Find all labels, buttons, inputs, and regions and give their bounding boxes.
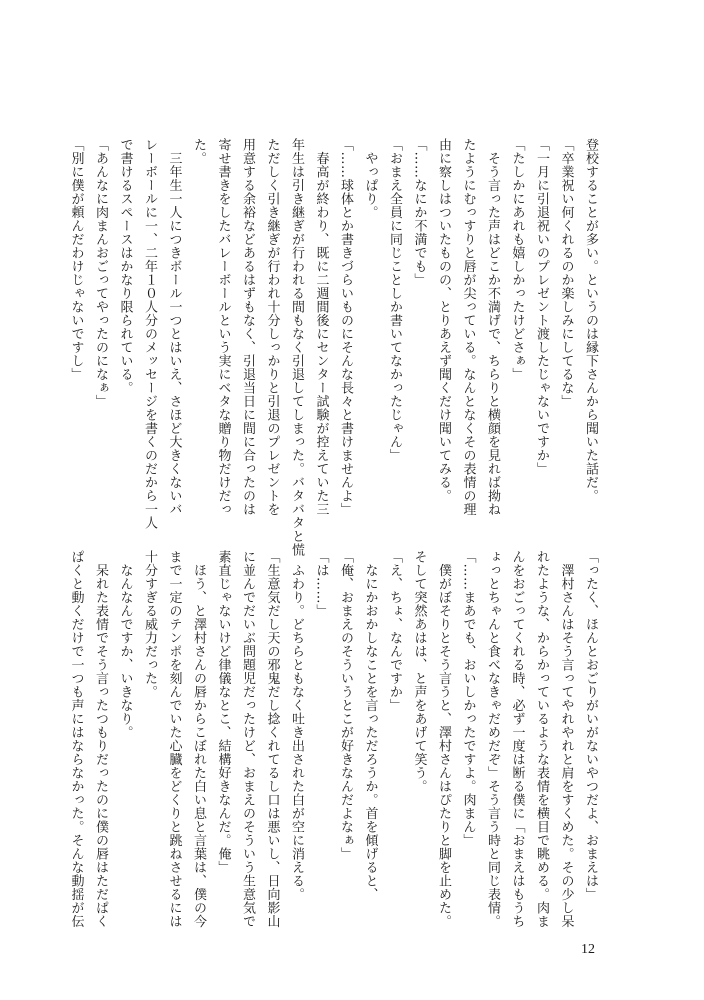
text-line: 「……球体とか書きづらいものにそんな長々と書けませんよ」 <box>338 138 353 516</box>
text-line: 「たしかにあれも嬉しかったけどさぁ」 <box>509 138 525 381</box>
text-line: そして突然あはは、と声をあげて笑う。 <box>411 550 427 793</box>
text-line: たようにむっすりと唇が尖っている。なんとなくその表情の理 <box>460 138 476 516</box>
text-line: なにかおかしなことを言っただろうか。首を傾げると、 <box>362 550 378 901</box>
text-line: ょっとちゃんと食べなきゃだめだぞ」そう言う時と同じ表情。 <box>485 550 500 928</box>
text-line: 用意する余裕などあるはずもなく、引退当日に間に合ったのは <box>240 138 255 516</box>
text-line: 「……まあでも、おいしかったですよ。肉まん」 <box>460 550 476 847</box>
text-line: ふわり。どちらともなく吐き出された白が空に消える。 <box>289 550 304 901</box>
text-line: 由に察しはついたものの、とりあえず聞くだけ聞いてみる。 <box>436 138 451 503</box>
text-line: 「生意気だし天の邪鬼だし捻くれてるし口は悪いし、日向影山 <box>264 550 280 928</box>
text-line: 寄せ書きをしたバレーボールという実にベタな贈り物だけだっ <box>215 138 231 516</box>
text-line: ただしく引き継ぎが行われ十分しっかりと引退のプレゼントを <box>264 138 280 516</box>
text-line: そう言った声はどこか不満げで、ちらりと横顔を見れば拗ね <box>485 138 500 516</box>
text-line: 「別に僕が頼んだわけじゃないですし」 <box>68 138 84 381</box>
text-line: 「あんなに肉まんおごってやったのになぁ」 <box>93 138 108 408</box>
text-line: 「え、ちょ、なんですか」 <box>387 550 402 712</box>
text-line: 「は……」 <box>313 550 329 618</box>
text-line: 「おまえ全員に同じことしか書いてなかったじゃん」 <box>387 138 402 462</box>
text-line: ほう、と澤村さんの唇からこぼれた白い息と言葉は、僕の今 <box>191 550 206 928</box>
text-line: 素直じゃないけど律儀なとこ、結構好きなんだ。俺」 <box>215 550 231 874</box>
text-line: 「ったく、ほんとおごりがいがないやつだよ、おまえは」 <box>583 550 598 901</box>
text-line: 年生は引き継ぎが行われる間もなく引退してしまった。バタバタと慌 <box>289 138 304 557</box>
text-line: 十分すぎる威力だった。 <box>142 550 157 699</box>
text-line: んをおごってくれる時、必ず一度は断る僕に「おまえはもうち <box>509 550 525 928</box>
text-line: まで一定のテンポを刻んでいた心臓をどくりと跳ねさせるには <box>166 550 182 928</box>
text-line: 澤村さんはそう言ってやれやれと肩をすくめた。その少し呆 <box>558 550 574 928</box>
text-line: 呆れた表情でそう言ったつもりだったのに僕の唇はただぱく <box>93 550 108 928</box>
text-line: 僕がぼそりとそう言うと、澤村さんはぴたりと脚を止めた。 <box>436 550 451 928</box>
text-line: 「一月に引退祝いのプレゼント渡したじゃないですか」 <box>534 138 549 476</box>
text-line: た。 <box>191 138 206 165</box>
text-block-bottom <box>68 550 602 928</box>
text-line: 「……なにか不満でも」 <box>411 138 427 287</box>
text-line: 「俺、おまえのそういうとこが好きなんだよなぁ」 <box>338 550 353 861</box>
text-line: ぱくと動くだけで一つも声にはならなかった。そんな動揺が伝 <box>68 550 84 928</box>
text-line: 登校することが多い。というのは縁下さんから聞いた話だ。 <box>583 138 598 503</box>
text-block-top <box>68 138 602 557</box>
page-number: 12 <box>581 942 595 957</box>
text-line: なんなんですか、いきなり。 <box>117 550 133 739</box>
text-line: レーボールに一、二年１０人分のメッセージを書くのだから一人 <box>142 138 157 530</box>
text-line: 三年生一人につきボール一つとはいえ、さほど大きくないバ <box>166 138 182 516</box>
text-line: やっぱり。 <box>362 138 378 219</box>
text-line: に並んでだいぶ問題児だったけど、おまえのそういう生意気で <box>240 550 255 928</box>
text-line: 「卒業祝い何くれるのか楽しみにしてるな」 <box>558 138 574 408</box>
text-line: れたような、からかっているような表情を横目で眺める。肉ま <box>534 550 549 928</box>
text-line: 春高が終わり、既に二週間後にセンター試験が控えていた三 <box>313 138 329 516</box>
text-line: で書けるスペースはかなり限られている。 <box>117 138 133 395</box>
